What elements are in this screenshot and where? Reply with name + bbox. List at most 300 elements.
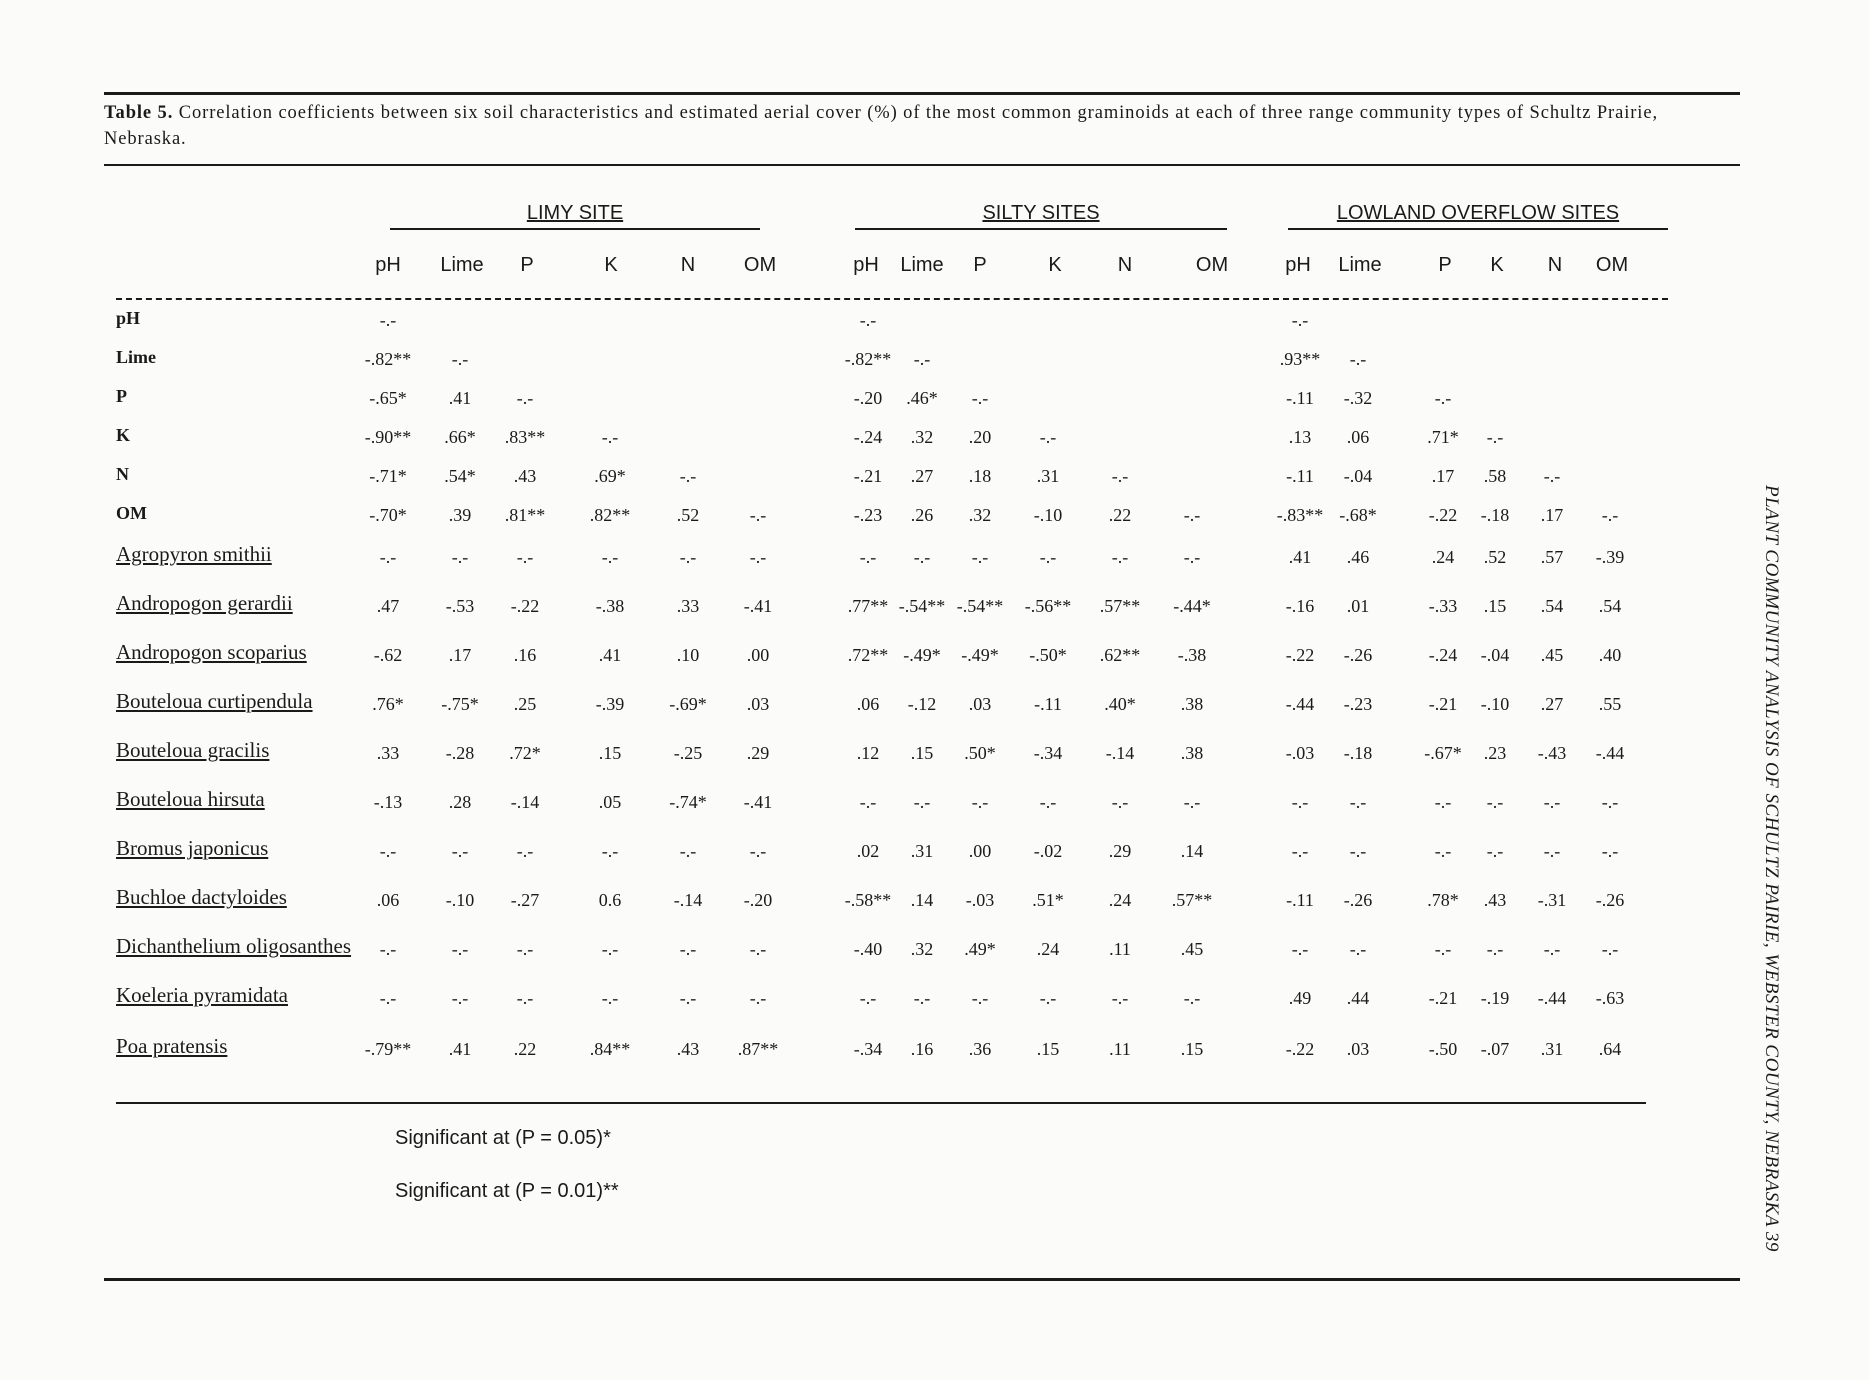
table-cell: -.- — [1349, 939, 1367, 959]
table-cell: -.44 — [1595, 743, 1625, 763]
table-cell: -.24 — [1428, 645, 1458, 665]
group-header-silty — [855, 202, 1227, 230]
species-name: Bromus japonicus — [116, 836, 269, 860]
row-label — [116, 836, 268, 861]
table-cell: -.- — [1349, 792, 1367, 812]
table-cell: .00 — [968, 841, 992, 861]
row-label: OM — [116, 503, 147, 523]
table-cell: .54 — [1540, 596, 1564, 616]
table-cell: -.38 — [1177, 645, 1207, 665]
table-cell: -.- — [601, 547, 619, 567]
row-label: N — [116, 464, 129, 484]
table-cell: .41 — [448, 388, 472, 408]
table-cell: -.- — [679, 988, 697, 1008]
table-cell: .76* — [372, 694, 404, 714]
table-cell: -.75* — [441, 694, 479, 714]
table-cell: .27 — [1540, 694, 1564, 714]
table-cell: -.- — [749, 505, 767, 525]
row-label — [116, 640, 307, 665]
table-cell: -.13 — [373, 792, 403, 812]
table-cell: -.- — [679, 841, 697, 861]
column-header: OM — [1595, 254, 1629, 276]
table-cell: -.56** — [1024, 596, 1072, 616]
table-cell: -.50 — [1428, 1039, 1458, 1059]
table-cell: .15 — [1036, 1039, 1060, 1059]
column-header: pH — [375, 254, 401, 276]
table-cell: -.12 — [907, 694, 937, 714]
table-cell: .31 — [1036, 466, 1060, 486]
table-cell: -.- — [971, 547, 989, 567]
species-name: Andropogon scoparius — [116, 640, 307, 664]
table-cell: .46 — [1346, 547, 1370, 567]
table-cell: -.69* — [669, 694, 707, 714]
table-cell: .14 — [1180, 841, 1204, 861]
table-cell: -.39 — [1595, 547, 1625, 567]
table-cell: .13 — [1288, 427, 1312, 447]
table-cell: .12 — [856, 743, 880, 763]
table-bottom-rule — [116, 1102, 1646, 1104]
table-cell: .51* — [1032, 890, 1064, 910]
table-cell: -.- — [749, 841, 767, 861]
table-cell: -.- — [451, 349, 469, 369]
table-cell: -.54** — [898, 596, 946, 616]
row-label — [116, 738, 269, 763]
table-cell: .57 — [1540, 547, 1564, 567]
table-cell: -.38 — [595, 596, 625, 616]
table-cell: .62** — [1099, 645, 1141, 665]
table-cell: -.- — [1111, 792, 1129, 812]
species-name: Koeleria pyramidata — [116, 983, 288, 1007]
column-header: Lime — [440, 254, 484, 276]
table-cell: .49* — [964, 939, 996, 959]
column-header: N — [680, 254, 696, 276]
table-cell: -.82** — [364, 349, 412, 369]
table-cell: -.- — [1434, 388, 1452, 408]
table-cell: .10 — [676, 645, 700, 665]
table-cell: -.- — [601, 841, 619, 861]
table-cell: -.- — [379, 841, 397, 861]
table-cell: .36 — [968, 1039, 992, 1059]
column-header: N — [1117, 254, 1133, 276]
table-cell: -.70* — [369, 505, 407, 525]
table-cell: .33 — [376, 743, 400, 763]
table-cell: -.11 — [1286, 890, 1314, 910]
table-cell: -.- — [1601, 939, 1619, 959]
table-cell: -.- — [516, 547, 534, 567]
table-cell: -.- — [749, 547, 767, 567]
table-cell: -.- — [379, 939, 397, 959]
table-cell: .32 — [910, 427, 934, 447]
table-cell: -.79** — [364, 1039, 412, 1059]
table-cell: .49 — [1288, 988, 1312, 1008]
table-cell: .16 — [910, 1039, 934, 1059]
caption-rule — [104, 164, 1740, 166]
row-label — [116, 689, 313, 714]
table-cell: -.32 — [1343, 388, 1373, 408]
table-cell: .25 — [513, 694, 537, 714]
table-cell: .71* — [1427, 427, 1459, 447]
table-cell: .43 — [513, 466, 537, 486]
table-cell: .41 — [448, 1039, 472, 1059]
table-cell: -.11 — [1286, 466, 1314, 486]
table-cell: .40 — [1598, 645, 1622, 665]
table-cell: -.- — [1111, 547, 1129, 567]
table-cell: -.28 — [445, 743, 475, 763]
table-cell: -.26 — [1343, 645, 1373, 665]
table-cell: -.- — [1111, 988, 1129, 1008]
table-cell: -.14 — [510, 792, 540, 812]
table-cell: 0.6 — [598, 890, 622, 910]
table-cell: .06 — [856, 694, 880, 714]
table-cell: .72* — [509, 743, 541, 763]
column-header: P — [520, 254, 534, 276]
table-cell: -.- — [1601, 505, 1619, 525]
table-cell: -.04 — [1343, 466, 1373, 486]
table-cell: -.- — [379, 547, 397, 567]
table-cell: -.50* — [1029, 645, 1067, 665]
header-dashed-rule — [116, 298, 1668, 300]
table-cell: -.- — [679, 547, 697, 567]
table-cell: .54* — [444, 466, 476, 486]
table-cell: -.- — [1349, 841, 1367, 861]
table-cell: .57** — [1171, 890, 1213, 910]
table-cell: .22 — [1108, 505, 1132, 525]
table-caption — [104, 100, 1744, 152]
table-cell: -.- — [379, 310, 397, 330]
table-cell: -.26 — [1343, 890, 1373, 910]
table-cell: .31 — [910, 841, 934, 861]
table-cell: -.03 — [1285, 743, 1315, 763]
table-cell: .31 — [1540, 1039, 1564, 1059]
table-cell: -.10 — [1033, 505, 1063, 525]
column-header: pH — [853, 254, 879, 276]
table-cell: -.10 — [1480, 694, 1510, 714]
table-cell: .00 — [746, 645, 770, 665]
table-cell: .55 — [1598, 694, 1622, 714]
table-cell: -.68* — [1339, 505, 1377, 525]
row-label: pH — [116, 308, 141, 328]
table-cell: .81** — [504, 505, 546, 525]
column-header: P — [973, 254, 987, 276]
group-label: LOWLAND OVERFLOW SITES — [1336, 202, 1620, 224]
table-cell: -.22 — [1285, 1039, 1315, 1059]
table-cell: -.- — [1291, 792, 1309, 812]
table-cell: -.18 — [1480, 505, 1510, 525]
table-cell: -.- — [451, 841, 469, 861]
table-cell: -.- — [971, 988, 989, 1008]
table-cell: .41 — [598, 645, 622, 665]
table-cell: -.- — [679, 939, 697, 959]
row-label — [116, 1034, 227, 1059]
table-cell: -.43 — [1537, 743, 1567, 763]
table-cell: -.21 — [1428, 988, 1458, 1008]
significance-note-005: Significant at (P = 0.05)* — [395, 1127, 611, 1149]
table-cell: -.- — [516, 388, 534, 408]
table-cell: -.11 — [1034, 694, 1062, 714]
column-header: OM — [743, 254, 777, 276]
table-cell: .22 — [513, 1039, 537, 1059]
table-cell: .58 — [1483, 466, 1507, 486]
table-cell: .41 — [1288, 547, 1312, 567]
table-cell: -.- — [1291, 310, 1309, 330]
table-cell: -.10 — [445, 890, 475, 910]
table-cell: .24 — [1431, 547, 1455, 567]
table-cell: -.- — [1039, 988, 1057, 1008]
table-cell: .64 — [1598, 1039, 1622, 1059]
table-cell: -.- — [1486, 939, 1504, 959]
table-cell: -.44* — [1173, 596, 1211, 616]
table-cell: .17 — [1540, 505, 1564, 525]
table-cell: .32 — [968, 505, 992, 525]
table-cell: -.03 — [965, 890, 995, 910]
significance-note-001: Significant at (P = 0.01)** — [395, 1180, 619, 1202]
group-header-lowland — [1288, 202, 1668, 230]
table-cell: -.23 — [853, 505, 883, 525]
table-cell: -.63 — [1595, 988, 1625, 1008]
table-cell: -.- — [1349, 349, 1367, 369]
group-label: SILTY SITES — [982, 202, 1100, 224]
table-cell: .15 — [598, 743, 622, 763]
table-cell: -.- — [749, 939, 767, 959]
table-cell: .38 — [1180, 743, 1204, 763]
table-cell: .02 — [856, 841, 880, 861]
table-cell: -.18 — [1343, 743, 1373, 763]
table-cell: -.- — [1183, 792, 1201, 812]
column-header: N — [1547, 254, 1563, 276]
table-cell: .17 — [448, 645, 472, 665]
table-cell: -.- — [1434, 792, 1452, 812]
table-cell: -.- — [516, 939, 534, 959]
table-cell: .03 — [1346, 1039, 1370, 1059]
page-bottom-rule — [104, 1278, 1740, 1281]
row-label: Lime — [116, 347, 156, 367]
table-cell: -.- — [1486, 427, 1504, 447]
table-cell: .45 — [1180, 939, 1204, 959]
table-cell: .57** — [1099, 596, 1141, 616]
table-cell: -.- — [451, 988, 469, 1008]
table-cell: -.16 — [1285, 596, 1315, 616]
table-cell: .29 — [746, 743, 770, 763]
column-header: K — [1490, 254, 1504, 276]
table-cell: -.53 — [445, 596, 475, 616]
table-cell: -.- — [1434, 939, 1452, 959]
table-cell: .50* — [964, 743, 996, 763]
table-cell: .38 — [1180, 694, 1204, 714]
table-cell: -.49* — [961, 645, 999, 665]
top-rule — [104, 92, 1740, 95]
table-cell: -.- — [971, 792, 989, 812]
table-cell: -.49* — [903, 645, 941, 665]
table-cell: -.74* — [669, 792, 707, 812]
table-cell: -.- — [1291, 841, 1309, 861]
table-cell: .66* — [444, 427, 476, 447]
table-cell: -.- — [749, 988, 767, 1008]
table-cell: .18 — [968, 466, 992, 486]
table-cell: -.- — [601, 988, 619, 1008]
table-cell: -.39 — [595, 694, 625, 714]
table-cell: -.34 — [853, 1039, 883, 1059]
table-cell: -.23 — [1343, 694, 1373, 714]
caption-label: Table 5. — [104, 103, 174, 123]
table-cell: .23 — [1483, 743, 1507, 763]
table-cell: -.21 — [1428, 694, 1458, 714]
table-cell: -.90** — [364, 427, 412, 447]
table-cell: -.82** — [844, 349, 892, 369]
table-cell: -.- — [1543, 466, 1561, 486]
table-cell: -.- — [859, 310, 877, 330]
table-cell: -.25 — [673, 743, 703, 763]
table-cell: .15 — [1483, 596, 1507, 616]
table-cell: .93** — [1279, 349, 1321, 369]
species-name: Bouteloua hirsuta — [116, 787, 265, 811]
group-label: LIMY SITE — [526, 202, 624, 224]
table-cell: -.- — [1543, 792, 1561, 812]
table-cell: -.- — [1601, 841, 1619, 861]
table-cell: -.33 — [1428, 596, 1458, 616]
table-cell: -.26 — [1595, 890, 1625, 910]
table-cell: .52 — [676, 505, 700, 525]
table-cell: .06 — [376, 890, 400, 910]
table-cell: -.- — [971, 388, 989, 408]
table-cell: .45 — [1540, 645, 1564, 665]
table-cell: .47 — [376, 596, 400, 616]
table-cell: -.- — [1183, 505, 1201, 525]
table-cell: .69* — [594, 466, 626, 486]
table-cell: -.- — [1543, 939, 1561, 959]
table-cell: -.44 — [1285, 694, 1315, 714]
table-cell: -.44 — [1537, 988, 1567, 1008]
table-cell: .15 — [910, 743, 934, 763]
table-cell: -.71* — [369, 466, 407, 486]
table-cell: -.- — [1486, 841, 1504, 861]
table-cell: -.- — [1434, 841, 1452, 861]
table-cell: -.24 — [853, 427, 883, 447]
table-cell: .84** — [589, 1039, 631, 1059]
row-label: K — [116, 425, 131, 445]
table-cell: -.04 — [1480, 645, 1510, 665]
column-header: K — [604, 254, 618, 276]
table-cell: .05 — [598, 792, 622, 812]
table-cell: .33 — [676, 596, 700, 616]
table-cell: .26 — [910, 505, 934, 525]
table-cell: -.- — [379, 988, 397, 1008]
table-cell: -.27 — [510, 890, 540, 910]
table-cell: -.14 — [673, 890, 703, 910]
row-label — [116, 934, 351, 959]
species-name: Poa pratensis — [116, 1034, 228, 1058]
table-cell: -.21 — [853, 466, 883, 486]
table-cell: -.- — [1183, 547, 1201, 567]
species-name: Dichanthelium oligosanthes — [116, 934, 352, 958]
table-cell: -.54** — [956, 596, 1004, 616]
table-cell: -.22 — [510, 596, 540, 616]
table-cell: .16 — [513, 645, 537, 665]
table-cell: .17 — [1431, 466, 1455, 486]
species-name: Andropogon gerardii — [116, 591, 293, 615]
column-header: Lime — [1338, 254, 1382, 276]
table-cell: -.20 — [853, 388, 883, 408]
table-cell: -.- — [913, 988, 931, 1008]
table-cell: -.20 — [743, 890, 773, 910]
table-cell: -.- — [1039, 547, 1057, 567]
row-label — [116, 542, 272, 567]
table-cell: -.40 — [853, 939, 883, 959]
table-cell: .43 — [676, 1039, 700, 1059]
row-label — [116, 591, 293, 616]
table-cell: -.- — [859, 988, 877, 1008]
row-label — [116, 885, 287, 910]
table-cell: .77** — [847, 596, 889, 616]
table-cell: -.- — [913, 792, 931, 812]
table-cell: .20 — [968, 427, 992, 447]
table-cell: -.11 — [1286, 388, 1314, 408]
table-cell: -.- — [1039, 792, 1057, 812]
table-cell: .40* — [1104, 694, 1136, 714]
table-cell: -.- — [1291, 939, 1309, 959]
table-cell: .06 — [1346, 427, 1370, 447]
table-cell: .24 — [1108, 890, 1132, 910]
table-cell: -.14 — [1105, 743, 1135, 763]
table-cell: .43 — [1483, 890, 1507, 910]
table-cell: -.- — [859, 547, 877, 567]
column-header: Lime — [900, 254, 944, 276]
table-cell: .54 — [1598, 596, 1622, 616]
table-cell: .78* — [1427, 890, 1459, 910]
table-cell: .11 — [1109, 939, 1131, 959]
group-header-limy — [390, 202, 760, 230]
table-cell: -.58** — [844, 890, 892, 910]
caption-text: Correlation coefficients between six soil characteristics and estimated aerial cover (%) of the most common graminoids at each of three range community types of Schultz Prairie, Nebraska. — [104, 103, 1658, 149]
table-cell: -.- — [859, 792, 877, 812]
species-name: Agropyron smithii — [116, 542, 272, 566]
species-name: Bouteloua gracilis — [116, 738, 270, 762]
table-cell: -.31 — [1537, 890, 1567, 910]
table-cell: -.- — [913, 349, 931, 369]
species-name: Buchloe dactyloides — [116, 885, 287, 909]
table-cell: -.83** — [1276, 505, 1324, 525]
column-header: K — [1048, 254, 1062, 276]
table-cell: -.67* — [1424, 743, 1462, 763]
table-cell: -.02 — [1033, 841, 1063, 861]
row-label: P — [116, 386, 127, 406]
table-cell: -.- — [516, 988, 534, 1008]
table-cell: -.07 — [1480, 1039, 1510, 1059]
table-cell: .27 — [910, 466, 934, 486]
table-cell: .52 — [1483, 547, 1507, 567]
table-cell: -.- — [451, 547, 469, 567]
table-cell: .46* — [906, 388, 938, 408]
table-cell: -.- — [679, 466, 697, 486]
column-header: pH — [1285, 254, 1311, 276]
column-header: OM — [1195, 254, 1229, 276]
table-cell: -.- — [516, 841, 534, 861]
table-cell: .39 — [448, 505, 472, 525]
table-cell: -.19 — [1480, 988, 1510, 1008]
table-cell: -.22 — [1428, 505, 1458, 525]
table-cell: -.34 — [1033, 743, 1063, 763]
table-cell: -.- — [601, 427, 619, 447]
table-cell: -.- — [1601, 792, 1619, 812]
table-cell: -.- — [1039, 427, 1057, 447]
table-cell: .87** — [737, 1039, 779, 1059]
table-cell: .03 — [746, 694, 770, 714]
table-cell: .32 — [910, 939, 934, 959]
species-name: Bouteloua curtipendula — [116, 689, 313, 713]
row-label — [116, 787, 265, 812]
table-cell: -.- — [1543, 841, 1561, 861]
row-label — [116, 983, 288, 1008]
table-cell: .82** — [589, 505, 631, 525]
